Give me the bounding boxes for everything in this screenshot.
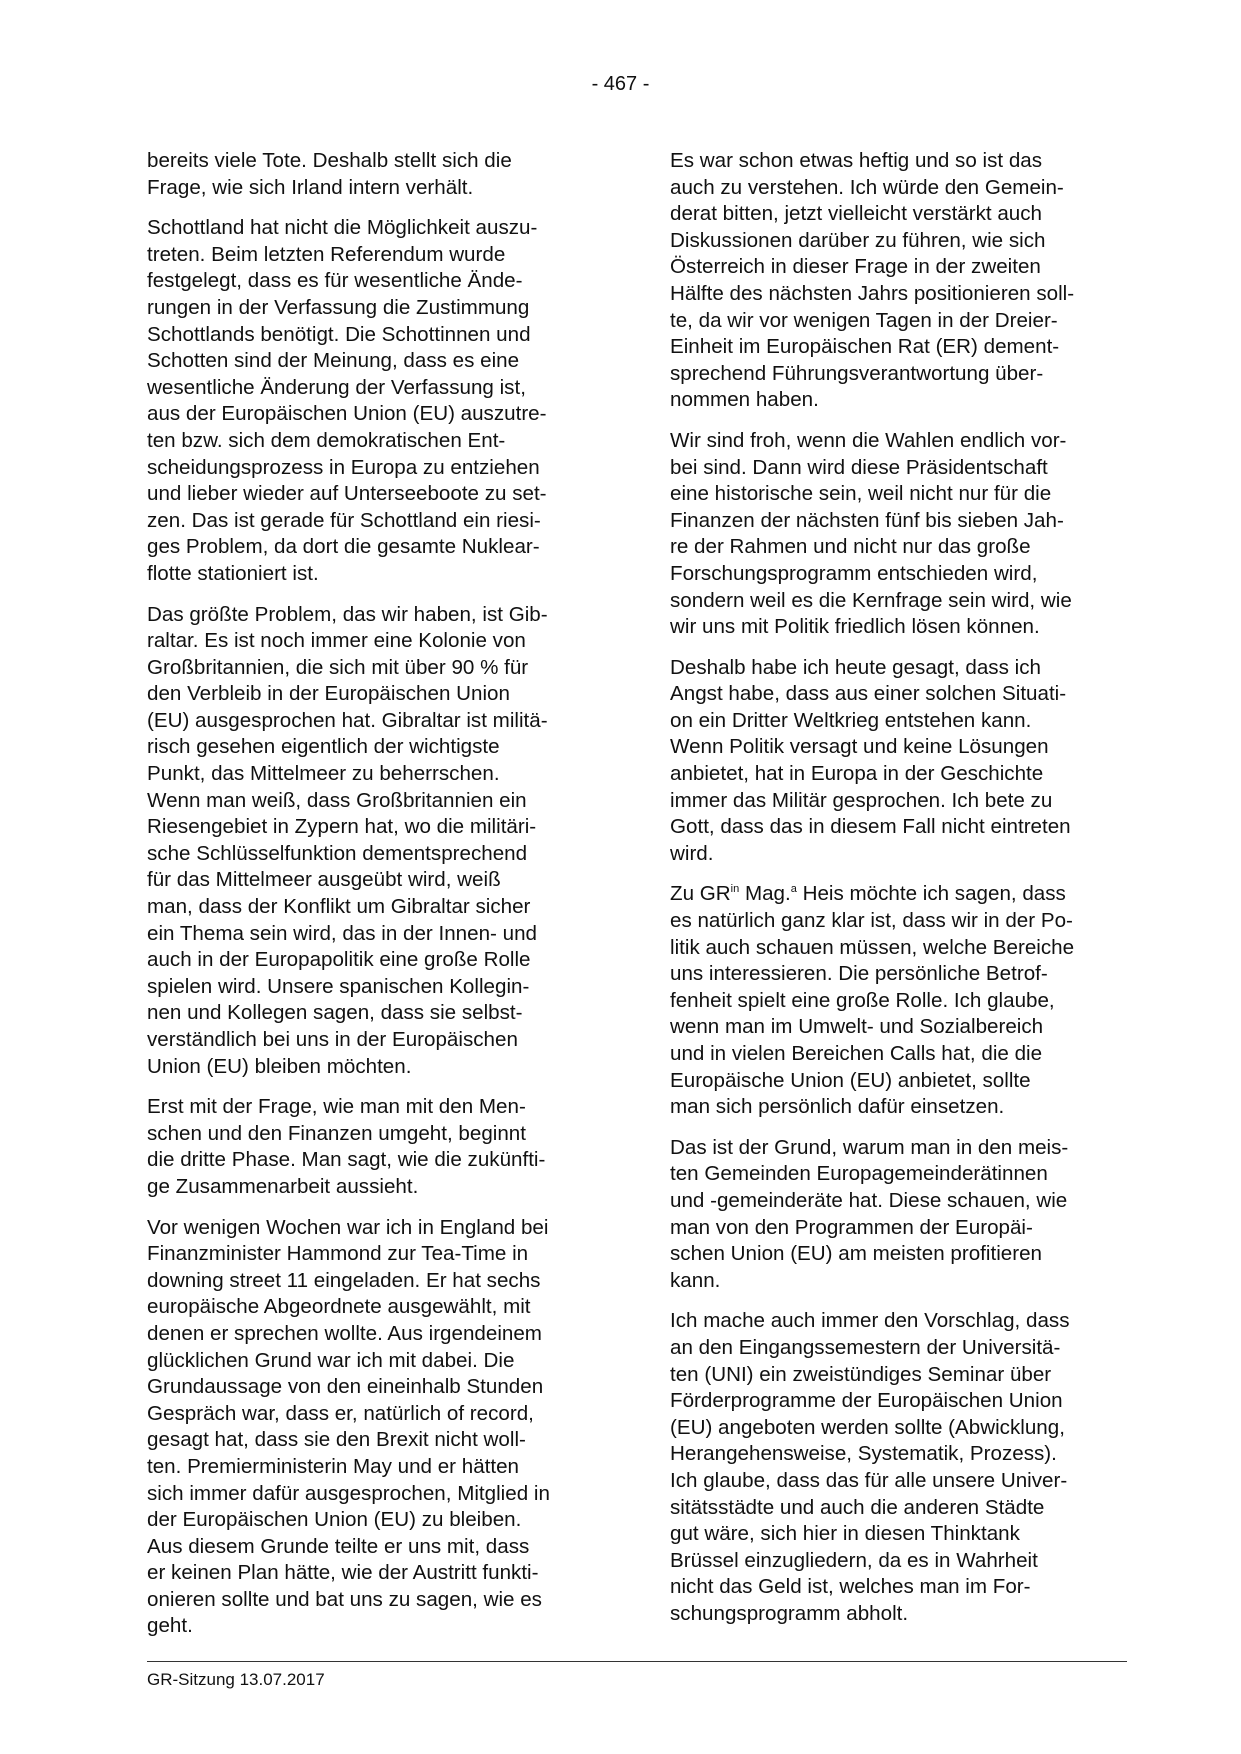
- text-line: eine historische sein, weil nicht nur für die: [670, 482, 1052, 506]
- text-line: risch gesehen eigentlich der wichtigste: [147, 735, 500, 759]
- text-line: Herangehensweise, Systematik, Prozess).: [670, 1442, 1057, 1466]
- text-line: scheidungsprozess in Europa zu entziehen: [147, 455, 540, 479]
- text-line: bereits viele Tote. Deshalb stellt sich die: [147, 149, 512, 172]
- text-line: Großbritannien, die sich mit über 90 % für: [147, 655, 529, 679]
- text-line: auch zu verstehen. Ich würde den Gemein-: [670, 175, 1064, 199]
- text-line: litik auch schauen müssen, welche Bereiche: [670, 935, 1075, 959]
- text-line: ten Gemeinden Europagemeinderätinnen: [670, 1162, 1048, 1186]
- text-line: der Europäischen Union (EU) zu bleiben.: [147, 1508, 522, 1532]
- text-line: Punkt, das Mittelmeer zu beherrschen.: [147, 762, 500, 786]
- text-line: ten bzw. sich dem demokratischen Ent-: [147, 428, 506, 452]
- text-fragment: Heis möchte ich sagen, dass: [796, 882, 1066, 906]
- text-line: kann.: [670, 1268, 721, 1292]
- text-line: zen. Das ist gerade für Schottland ein riesi-: [147, 508, 541, 532]
- text-line: man sich persönlich dafür einsetzen.: [670, 1095, 1005, 1119]
- text-line: te, da wir vor wenigen Tagen in der Dreier-: [670, 308, 1058, 332]
- text-line: Schottland hat nicht die Möglichkeit auszu-: [147, 216, 538, 240]
- text-line: glücklichen Grund war ich mit dabei. Die: [147, 1348, 515, 1372]
- text-line: Einheit im Europäischen Rat (ER) dement-: [670, 335, 1060, 359]
- text-line: Diskussionen darüber zu führen, wie sich: [670, 228, 1046, 252]
- text-line: Angst habe, dass aus einer solchen Situati-: [670, 682, 1067, 706]
- superscript: a: [790, 883, 797, 896]
- text-line: Schottlands benötigt. Die Schottinnen und: [147, 322, 531, 346]
- paragraph: [147, 1215, 595, 1641]
- text-line: on ein Dritter Weltkrieg entstehen kann.: [670, 708, 1032, 732]
- paragraph: [670, 428, 1118, 641]
- text-line: downing street 11 eingeladen. Er hat sechs: [147, 1268, 541, 1292]
- text-line: rungen in der Verfassung die Zustimmung: [147, 295, 530, 319]
- text-line: festgelegt, dass es für wesentliche Ände-: [147, 269, 523, 293]
- text-line: (EU) ausgesprochen hat. Gibraltar ist militä-: [147, 708, 548, 732]
- text-fragment: Zu GR: [670, 882, 731, 906]
- paragraph: [670, 1135, 1118, 1295]
- text-line: an den Eingangssemestern der Universitä-: [670, 1335, 1061, 1359]
- right-column: [670, 148, 1118, 1641]
- text-line: nommen haben.: [670, 388, 819, 412]
- text-line: nicht das Geld ist, welches man im For-: [670, 1575, 1031, 1599]
- paragraph: [147, 1094, 595, 1200]
- footer-session-date: GR-Sitzung 13.07.2017: [147, 1670, 325, 1689]
- text-line: aus der Europäischen Union (EU) auszutre-: [147, 402, 547, 426]
- text-line: Riesengebiet in Zypern hat, wo die militäri-: [147, 815, 537, 839]
- text-line: wird.: [670, 841, 714, 865]
- text-line: spielen wird. Unsere spanischen Kollegin-: [147, 974, 530, 998]
- text-line: schungsprogramm abholt.: [670, 1601, 909, 1625]
- text-line: man, dass der Konflikt um Gibraltar sicher: [147, 895, 531, 919]
- text-line: er keinen Plan hätte, wie der Austritt funkti-: [147, 1561, 539, 1585]
- text-line: Finanzminister Hammond zur Tea-Time in: [147, 1242, 529, 1266]
- paragraph: [670, 148, 1118, 414]
- paragraph: [147, 602, 595, 1081]
- text-line: verständlich bei uns in der Europäischen: [147, 1028, 518, 1051]
- text-line: Frage, wie sich Irland intern verhält.: [147, 175, 474, 199]
- text-line: man von den Programmen der Europäi-: [670, 1215, 1033, 1239]
- text-line: es natürlich ganz klar ist, dass wir in der Po-: [670, 909, 1073, 933]
- text-line: immer das Militär gesprochen. Ich bete zu: [670, 788, 1053, 812]
- text-line: wesentliche Änderung der Verfassung ist,: [147, 375, 526, 399]
- text-line: Das größte Problem, das wir haben, ist Gib-: [147, 602, 548, 626]
- text-line: sich immer dafür ausgesprochen, Mitglied in: [147, 1481, 550, 1505]
- text-line: Gespräch war, dass er, natürlich of record,: [147, 1401, 534, 1425]
- paragraph: [147, 215, 595, 587]
- superscript: in: [730, 883, 740, 896]
- text-line: raltar. Es ist noch immer eine Kolonie von: [147, 629, 526, 653]
- text-line: auch in der Europapolitik eine große Rolle: [147, 948, 531, 972]
- text-line: wenn man im Umwelt- und Sozialbereich: [670, 1015, 1044, 1039]
- text-line: für das Mittelmeer ausgeübt wird, weiß: [147, 868, 501, 892]
- text-line: schen und den Finanzen umgeht, beginnt: [147, 1121, 526, 1145]
- text-line: Grundaussage von den eineinhalb Stunden: [147, 1375, 544, 1399]
- page-number: - 467 -: [591, 73, 650, 95]
- text-line: bei sind. Dann wird diese Präsidentschaft: [670, 455, 1048, 479]
- text-line: re der Rahmen und nicht nur das große: [670, 535, 1031, 559]
- text-line: Union (EU) bleiben möchten.: [147, 1054, 412, 1078]
- text-line: Aus diesem Grunde teilte er uns mit, dass: [147, 1534, 530, 1558]
- text-line: Wenn man weiß, dass Großbritannien ein: [147, 788, 527, 812]
- text-line: sitätsstädte und auch die anderen Städte: [670, 1495, 1045, 1519]
- text-line: onieren sollte und bat uns zu sagen, wie es: [147, 1587, 542, 1611]
- text-line: Deshalb habe ich heute gesagt, dass ich: [670, 655, 1041, 679]
- text-line: den Verbleib in der Europäischen Union: [147, 682, 510, 706]
- text-line: Brüssel einzugliedern, da es in Wahrheit: [670, 1548, 1038, 1572]
- text-line: treten. Beim letzten Referendum wurde: [147, 242, 506, 266]
- text-line: ge Zusammenarbeit aussieht.: [147, 1174, 419, 1198]
- text-line: Wenn Politik versagt und keine Lösungen: [670, 735, 1049, 759]
- text-fragment: Mag.: [739, 882, 791, 906]
- paragraph: [670, 881, 1118, 1120]
- text-line: wir uns mit Politik friedlich lösen können.: [670, 615, 1040, 639]
- text-line: Ich mache auch immer den Vorschlag, dass: [670, 1309, 1070, 1333]
- text-line: gut wäre, sich hier in diesen Thinktank: [670, 1522, 1020, 1546]
- text-line: Hälfte des nächsten Jahrs positionieren soll-: [670, 281, 1075, 305]
- text-line: Forschungsprogramm entschieden wird,: [670, 561, 1038, 585]
- text-line: und in vielen Bereichen Calls hat, die die: [670, 1042, 1043, 1065]
- text-line: Österreich in dieser Frage in der zweiten: [670, 255, 1041, 279]
- text-line: europäische Abgeordnete ausgewählt, mit: [147, 1295, 531, 1319]
- text-line: Das ist der Grund, warum man in den meis-: [670, 1135, 1069, 1159]
- text-line: Vor wenigen Wochen war ich in England bei: [147, 1215, 549, 1239]
- text-line: derat bitten, jetzt vielleicht verstärkt auch: [670, 202, 1043, 226]
- text-line: Schotten sind der Meinung, dass es eine: [147, 349, 520, 373]
- text-line: fenheit spielt eine große Rolle. Ich glaube,: [670, 988, 1055, 1012]
- text-line: sprechend Führungsverantwortung über-: [670, 361, 1044, 385]
- text-line: uns interessieren. Die persönliche Betrof-: [670, 962, 1048, 986]
- text-line: schen Union (EU) am meisten profitieren: [670, 1242, 1042, 1266]
- left-column: [147, 148, 595, 1654]
- footer-divider: [147, 1661, 1127, 1662]
- text-line: denen er sprechen wollte. Aus irgendeinem: [147, 1321, 542, 1345]
- text-line: Europäische Union (EU) anbietet, sollte: [670, 1068, 1031, 1092]
- text-line: Ich glaube, dass das für alle unsere Univer-: [670, 1468, 1068, 1492]
- text-line: ein Thema sein wird, das in der Innen- und: [147, 921, 537, 945]
- text-line: geht.: [147, 1614, 193, 1638]
- paragraph: [670, 655, 1118, 868]
- text-line: flotte stationiert ist.: [147, 561, 319, 585]
- text-line: (EU) angeboten werden sollte (Abwicklung,: [670, 1415, 1065, 1439]
- text-line: Finanzen der nächsten fünf bis sieben Jah-: [670, 508, 1064, 532]
- text-line: Gott, dass das in diesem Fall nicht eintreten: [670, 815, 1071, 839]
- text-line: anbietet, hat in Europa in der Geschichte: [670, 762, 1044, 786]
- text-line: Förderprogramme der Europäischen Union: [670, 1389, 1063, 1413]
- text-line: ges Problem, da dort die gesamte Nuklear-: [147, 535, 540, 559]
- text-line: Erst mit der Frage, wie man mit den Men-: [147, 1095, 526, 1119]
- text-line: ten (UNI) ein zweistündiges Seminar über: [670, 1362, 1052, 1386]
- paragraph: [670, 1308, 1118, 1627]
- text-line: nen und Kollegen sagen, dass sie selbst-: [147, 1001, 523, 1025]
- text-line: ten. Premierministerin May und er hätten: [147, 1454, 519, 1478]
- text-line: sondern weil es die Kernfrage sein wird, wie: [670, 588, 1072, 612]
- text-line: Es war schon etwas heftig und so ist das: [670, 149, 1043, 172]
- text-line: und -gemeinderäte hat. Diese schauen, wie: [670, 1188, 1068, 1212]
- text-line: [670, 881, 1118, 908]
- text-line: die dritte Phase. Man sagt, wie die zukünfti-: [147, 1148, 546, 1172]
- text-line: Wir sind froh, wenn die Wahlen endlich vor-: [670, 428, 1067, 452]
- text-line: sche Schlüsselfunktion dementsprechend: [147, 841, 528, 865]
- text-line: und lieber wieder auf Unterseeboote zu set-: [147, 482, 547, 506]
- paragraph: [147, 148, 595, 201]
- text-line: gesagt hat, dass sie den Brexit nicht woll-: [147, 1428, 526, 1452]
